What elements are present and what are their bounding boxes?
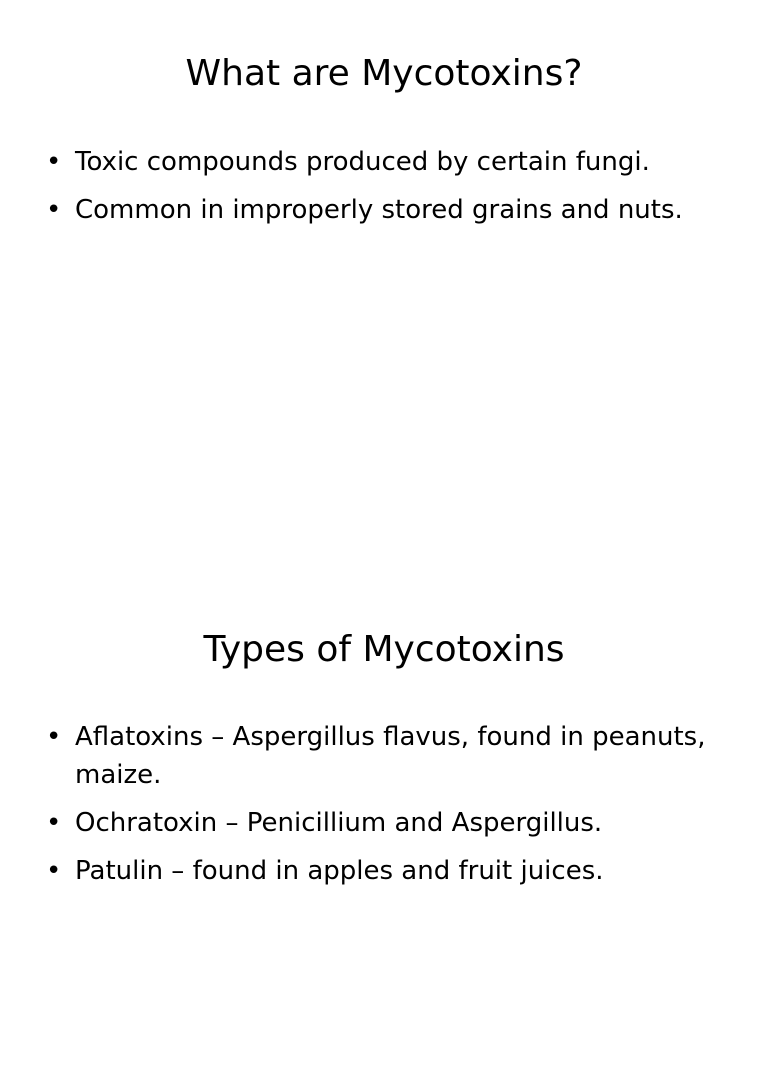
bullet-list <box>46 143 736 239</box>
bullet-list <box>46 718 736 900</box>
bullet-icon: • <box>46 195 62 225</box>
slide-title: Types of Mycotoxins <box>203 629 565 670</box>
bullet-icon: • <box>46 722 62 752</box>
slide-what-are-mycotoxins <box>0 0 768 512</box>
bullet-text: Aflatoxins – Aspergillus flavus, found in peanuts, maize. <box>75 722 706 790</box>
bullet-text: Common in improperly stored grains and nuts. <box>75 195 683 225</box>
slide-title: What are Mycotoxins? <box>185 53 583 94</box>
bullet-icon: • <box>46 808 62 838</box>
slide-types-of-mycotoxins <box>0 576 768 1088</box>
list-item <box>46 804 736 842</box>
list-item <box>46 718 736 794</box>
list-item <box>46 143 736 181</box>
list-item <box>46 191 736 229</box>
list-item <box>46 852 736 890</box>
bullet-icon: • <box>46 147 62 177</box>
bullet-icon: • <box>46 856 62 886</box>
bullet-text: Ochratoxin – Penicillium and Aspergillus. <box>75 808 603 838</box>
bullet-text: Toxic compounds produced by certain fungi. <box>75 147 650 177</box>
bullet-text: Patulin – found in apples and fruit juices. <box>75 856 604 886</box>
